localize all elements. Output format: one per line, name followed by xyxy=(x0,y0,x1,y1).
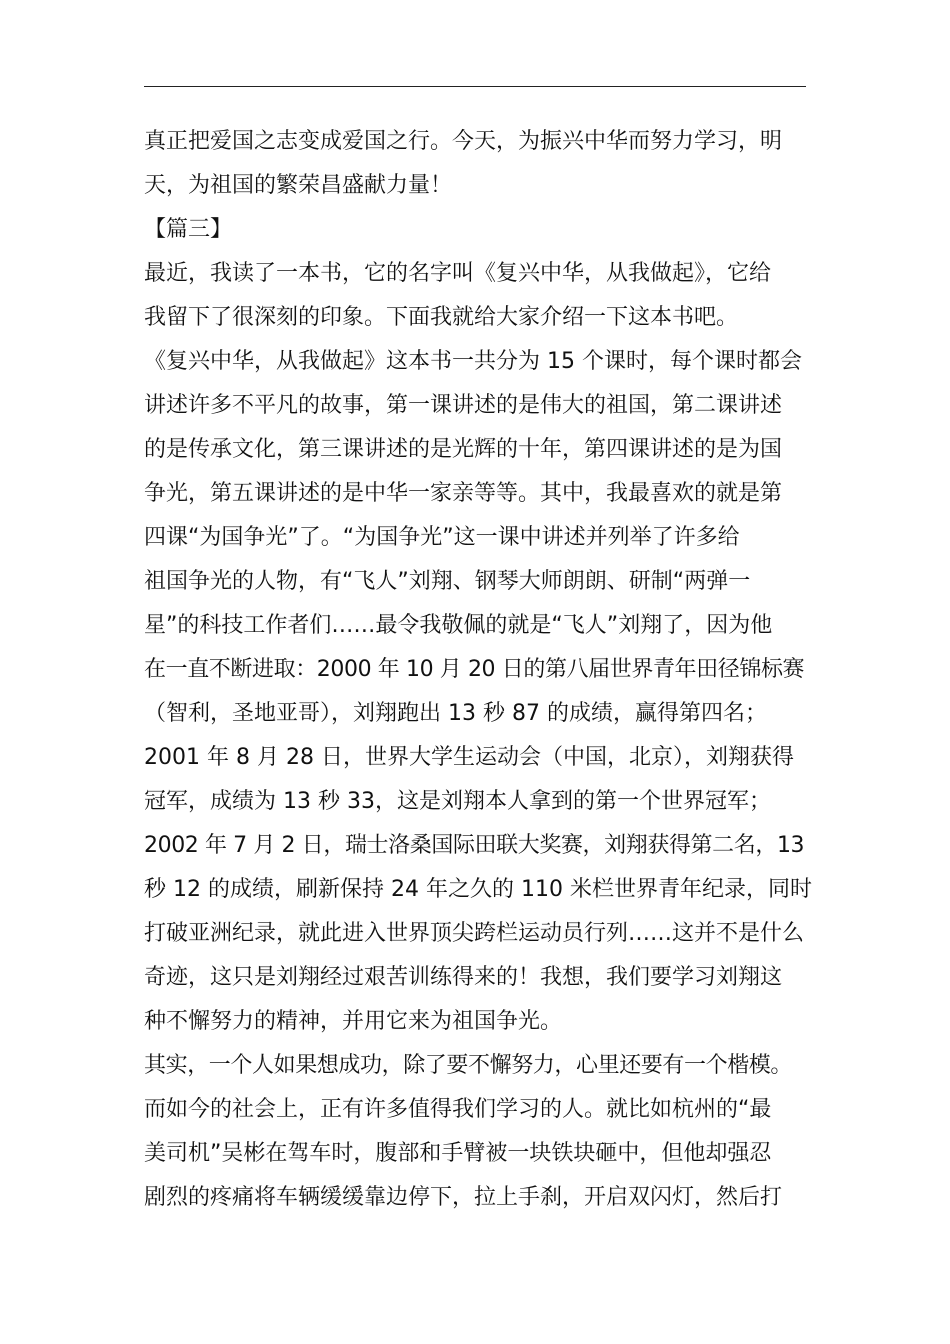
text-line: 美司机”吴彬在驾车时，腹部和手臂被一块铁块砸中，但他却强忍 xyxy=(144,1141,772,1166)
text-line: 而如今的社会上，正有许多值得我们学习的人。就比如杭州的“最 xyxy=(144,1097,772,1122)
text-line: 剧烈的疼痛将车辆缓缓靠边停下，拉上手刹，开启双闪灯，然后打 xyxy=(144,1185,783,1210)
text-line: 我留下了很深刻的印象。下面我就给大家介绍一下这本书吧。 xyxy=(144,305,739,330)
text-line: 种不懈努力的精神，并用它来为祖国争光。 xyxy=(144,1009,563,1034)
body-text xyxy=(144,120,824,1220)
text-line: 2002 年 7 月 2 日，瑞士洛桑国际田联大奖赛，刘翔获得第二名，13 xyxy=(144,833,805,858)
text-line: 其实，一个人如果想成功，除了要不懈努力，心里还要有一个楷模。 xyxy=(144,1053,793,1078)
text-line: 星”的科技工作者们……最令我敬佩的就是“飞人”刘翔了，因为他 xyxy=(144,613,773,638)
header-rule xyxy=(144,86,806,87)
text-line: 秒 12 的成绩，刷新保持 24 年之久的 110 米栏世界青年纪录，同时 xyxy=(144,877,812,902)
text-line: 打破亚洲纪录，就此进入世界顶尖跨栏运动员行列……这并不是什么 xyxy=(144,921,805,946)
text-line: 讲述许多不平凡的故事，第一课讲述的是伟大的祖国，第二课讲述 xyxy=(144,393,783,418)
text-line: 祖国争光的人物，有“飞人”刘翔、钢琴大师朗朗、研制“两弹一 xyxy=(144,569,751,594)
text-line: 的是传承文化，第三课讲述的是光辉的十年，第四课讲述的是为国 xyxy=(144,437,783,462)
text-line: 真正把爱国之志变成爱国之行。今天，为振兴中华而努力学习，明 xyxy=(144,129,783,154)
text-line: 在一直不断进取：2000 年 10 月 20 日的第八届世界青年田径锦标赛 xyxy=(144,657,805,682)
text-line: 《复兴中华，从我做起》这本书一共分为 15 个课时，每个课时都会 xyxy=(144,349,802,374)
text-line: 争光，第五课讲述的是中华一家亲等等。其中，我最喜欢的就是第 xyxy=(144,481,783,506)
text-line: （智利，圣地亚哥），刘翔跑出 13 秒 87 的成绩，赢得第四名； xyxy=(144,701,767,726)
text-line: 冠军，成绩为 13 秒 33，这是刘翔本人拿到的第一个世界冠军； xyxy=(144,789,771,814)
text-line: 2001 年 8 月 28 日，世界大学生运动会（中国，北京），刘翔获得 xyxy=(144,745,794,770)
section-heading: 【篇三】 xyxy=(144,217,233,242)
text-line: 天，为祖国的繁荣昌盛献力量！ xyxy=(144,173,453,198)
text-line: 四课“为国争光”了。“为国争光”这一课中讲述并列举了许多给 xyxy=(144,525,740,550)
text-line: 最近，我读了一本书，它的名字叫《复兴中华，从我做起》，它给 xyxy=(144,261,772,286)
text-line: 奇迹，这只是刘翔经过艰苦训练得来的！我想，我们要学习刘翔这 xyxy=(144,965,783,990)
